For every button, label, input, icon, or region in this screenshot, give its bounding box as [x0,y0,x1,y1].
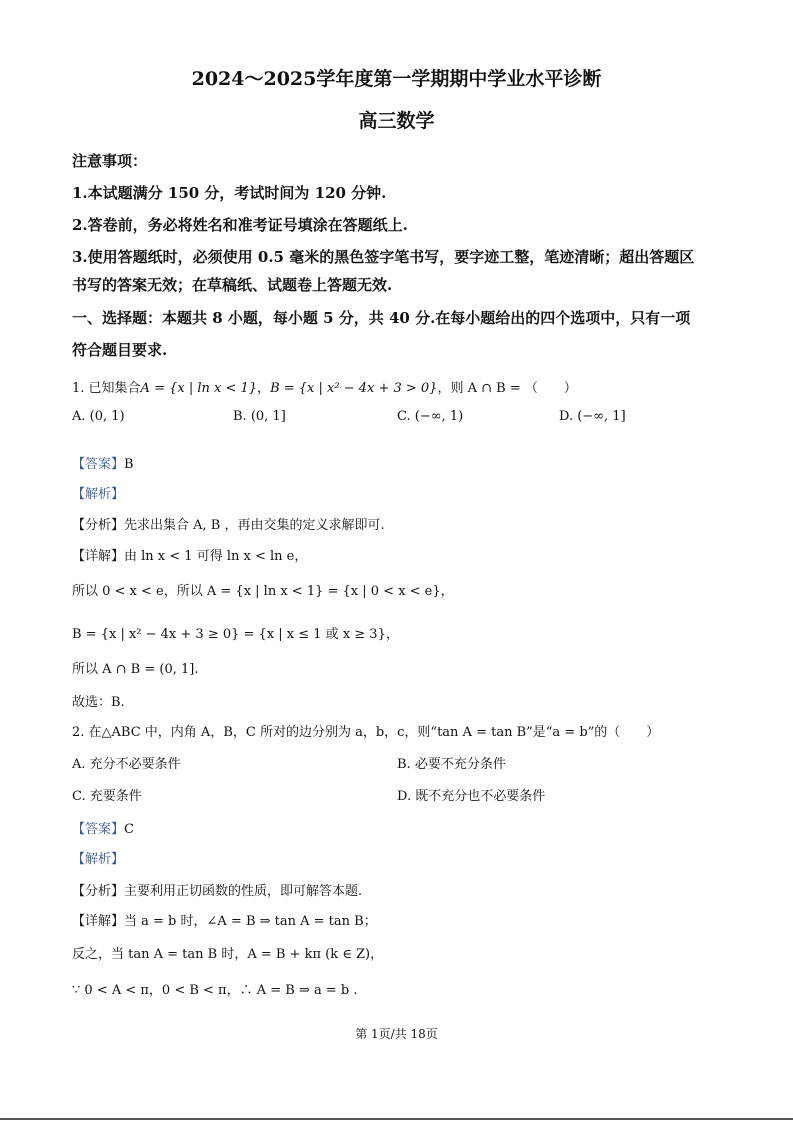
q1-fenxi: 【分析】先求出集合 A, B ，再由交集的定义求解即可. [72,518,385,533]
answer-tag: 【答案】 [72,457,125,472]
notice-heading: 注意事项： [72,152,148,170]
q1-step-3: 所以 A ∩ B = (0, 1]. [72,662,199,677]
q1-option-a: A. (0, 1) [72,409,125,424]
notice-item: 3.使用答题纸时，必须使用 0.5 毫米的黑色签字笔书写，要字迹工整，笔迹清晰；超出答题区 [72,248,695,266]
page-number: 第 1页/共 18页 [355,1027,438,1041]
q2-fenxi: 【分析】主要利用正切函数的性质，即可解答本题. [72,884,363,899]
q2-step-2: ∵ 0 < A < π，0 < B < π，∴ A = B ⇒ a = b . [72,983,358,998]
q1-option-b: B. (0, 1] [233,409,286,424]
question-1-prefix: 1. 已知集合 [72,381,141,396]
bottom-divider [0,1118,793,1120]
exam-title: 2024～2025学年度第一学期期中学业水平诊断 [191,68,602,90]
q1-analysis-tag: 【解析】 [72,487,125,502]
section-heading-cont: 符合题目要求. [72,341,168,359]
q2-option-b: B. 必要不充分条件 [397,757,506,772]
q1-answer: 【答案】B [72,457,134,472]
q2-xiangjie: 【详解】当 a = b 时，∠A = B ⇒ tan A = tan B； [72,914,377,929]
q1-option-c: C. (−∞, 1) [397,409,464,424]
q1-xiangjie: 【详解】由 ln x < 1 可得 ln x < ln e， [72,549,308,564]
q1-choose: 故选：B. [72,695,125,710]
q1-step-1: 所以 0 < x < e，所以 A = {x | ln x < 1} = {x | 0 < x < e}， [72,584,454,599]
question-1-stem [72,377,577,396]
q1-step-2: B = {x | x² − 4x + 3 ≥ 0} = {x | x ≤ 1 或 x ≥ 3}， [72,627,399,642]
q2-answer: 【答案】C [72,822,134,837]
section-heading: 一、选择题：本题共 8 小题，每小题 5 分，共 40 分.在每小题给出的四个选项中，只有一项 [72,309,691,327]
set-a-formula: A = {x | ln x < 1} [140,381,258,396]
q2-option-a: A. 充分不必要条件 [72,757,181,772]
q2-analysis-tag: 【解析】 [72,852,125,867]
q2-option-d: D. 既不充分也不必要条件 [397,789,546,804]
separator: ， [257,381,271,396]
set-b-formula: B = {x | x² − 4x + 3 > 0} [270,381,438,396]
q1-option-d: D. (−∞, 1] [559,409,626,424]
question-2-stem: 2. 在△ABC 中，内角 A，B，C 所对的边分别为 a，b，c，则“tan A = tan B”是“a = b”的（ ） [72,725,660,740]
notice-item: 2.答卷前，务必将姓名和准考证号填涂在答题纸上. [72,216,408,234]
question-1-suffix: ，则 A ∩ B = （ ） [437,381,577,396]
q2-step-1: 反之，当 tan A = tan B 时，A = B + kπ (k ∈ Z)， [72,947,384,962]
notice-item: 1.本试题满分 150 分，考试时间为 120 分钟. [72,184,387,202]
answer-tag: 【答案】 [72,822,125,837]
notice-item: 书写的答案无效；在草稿纸、试题卷上答题无效. [72,276,393,294]
exam-subject: 高三数学 [358,110,435,132]
q2-option-c: C. 充要条件 [72,789,142,804]
